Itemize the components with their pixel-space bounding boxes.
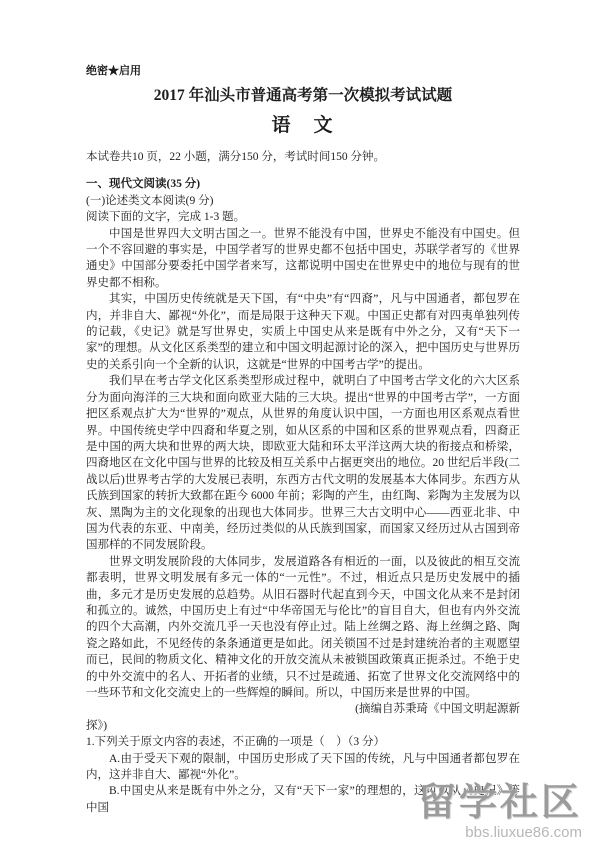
page-content (86, 64, 520, 816)
subsection-heading: (一)论述类文本阅读(9 分) (86, 194, 214, 207)
exam-info-line: 本试卷共10 页，22 小题，满分150 分，考试时间150 分钟。 (86, 151, 385, 163)
subject-title: 语 文 (271, 115, 335, 136)
site-watermark (418, 783, 582, 842)
passage-paragraph-1: 中国是世界四大文明古国之一。世界不能没有中国，世界史不能没有中国史。但一个不容回避的事实是，中国学者写的世界史都不包括中国史，苏联学者写的《世界通史》中国部分要委托中国学者来写，这都说明中国史在世界史中的地位与现有的世界史都不相称。 (86, 227, 520, 289)
passage-paragraph-4: 世界文明发展阶段的大体同步，发展道路各有相近的一面，以及彼此的相互交流都表明，世界文明发展有多元一体的“一元性”。不过，相近点只是历史发展中的插曲，多元才是历史发展的总趋势。从旧石器时代起直到今天，中国文化从来不是封闭和孤立的。诚然，中国历史上有过“中华帝国无与伦比”的盲目自大，但也有内外交流的四个大高潮，内外交流几乎一天也没有停止过。陆上丝绸之路、海上丝绸之路、陶瓷之路如此，不见经传的条条通道更是如此。闭关锁国不过是封建统治者的主观愿望而已，民间的物质文化、精神文化的开放交流从未被锁国政策真正扼杀过。不绝于史的中外交流中的名人、开拓者的业绩，只不过是疏通、拓宽了世界文化交流网络中的一些环节和文化交流史上的一些辉煌的瞬间。所以，中国历来是世界的中国。 (86, 555, 520, 699)
section-reading (86, 176, 520, 816)
passage-attribution-line-1: (摘编自苏秉琦《中国文明起源新 (355, 703, 520, 716)
question-1-stem: 1.下列关于原文内容的表述，不正确的一项是（ ）（3 分） (86, 736, 385, 749)
passage-paragraph-3: 我们早在考古学文化区系类型形成过程中，就明白了中国考古学文化的六大区系分为面向海洋的三大块和面向欧亚大陆的三大块。提出“世界的中国考古学”，一方面把区系观点扩大为“世界的”观点，从世界的角度认识中国，一方面也用区系观点看世界。中国传统史学中四裔和华夏之别，如从区系的中国和区系的世界观点看，四裔正是中国的两大块和世界的两大块，即欧亚大陆和环太平洋这两大块的衔接点和桥梁，四裔地区在文化中国与世界的比较及相互关系中占据更突出的地位。20 世纪后半段(二战以后)世界考古学的大发展已表明，东西方古代文明的发展基本大体同步。东西方从氏族到国家的转折大致都在距今 6000 年前；彩陶的产生，由红陶、彩陶为主发展为以灰、黑陶为主的文化现象的出现也大体同步。世界三大古文明中心——西亚北非、中国为代表的东亚、中南美，经历过类似的从氏族到国家，而国家又经历过从古国到帝国那样的不同发展阶段。 (86, 375, 520, 552)
classification-label: 绝密★启用 (86, 65, 141, 77)
passage-attribution-line-2: 探》) (86, 719, 108, 732)
section-heading: 一、现代文阅读(35 分) (86, 178, 201, 191)
question-1-option-a: A.由于受天下观的限制，中国历史形成了天下国的传统，凡与中国通者都包罗在内，这并非自大、鄙视“外化”。 (86, 752, 520, 782)
watermark-site-name: 留学社区 (417, 782, 582, 824)
question-1-option-b: B.中国史从来是既有中外之分，又有“天下一家”的理想的，这可以从《史记》等中国 (86, 785, 520, 814)
watermark-site-url: bbs.liuxue86.com (465, 824, 582, 841)
reading-instruction: 阅读下面的文字，完成 1-3 题。 (86, 211, 246, 224)
passage-paragraph-2: 其实，中国历史传统就是天下国，有“中央”有“四裔”，凡与中国通者，都包罗在内，并非自大、鄙视“外化”，而是局限于这种天下观。中国正史都有对四夷单独列传的记载，《史记》就是写世界史，实质上中国史从来是既有中外之分，又有“天下一家”的理想。从文化区系类型的建立和中国文明起源讨论的深入，把中国历史与世界历史的关系引向一个全新的认识，这就是“世界的中国考古学”的提出。 (86, 293, 520, 371)
exam-title: 2017 年汕头市普通高考第一次模拟考试试题 (153, 87, 453, 104)
